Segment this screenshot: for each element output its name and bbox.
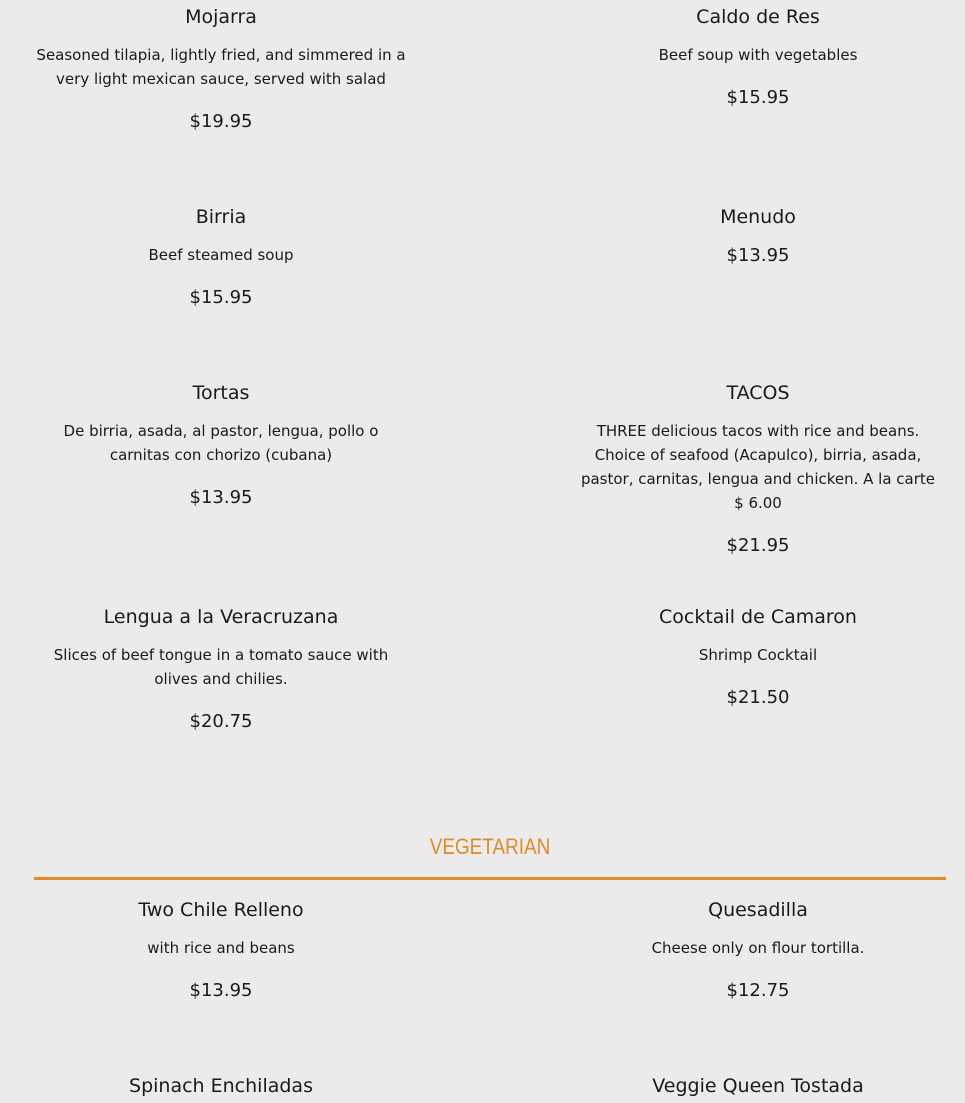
menu-item-spinach-enchiladas: [29, 1074, 413, 1098]
item-name: Two Chile Relleno: [138, 899, 304, 921]
menu-item-mojarra: [29, 5, 413, 134]
item-description: Slices of beef tongue in a tomato sauce with olives and chilies.: [53, 646, 389, 688]
menu-item-birria: [29, 205, 413, 310]
item-name: Caldo de Res: [696, 6, 820, 28]
item-description: De birria, asada, al pastor, lengua, pollo o carnitas con chorizo (cubana): [63, 422, 379, 464]
menu-item-tacos: [566, 381, 950, 558]
section-divider: [34, 877, 946, 880]
item-description: Beef steamed soup: [148, 246, 294, 264]
item-price: $15.95: [726, 87, 790, 108]
item-name: Tortas: [192, 382, 250, 404]
item-description: Shrimp Cocktail: [698, 646, 818, 664]
item-price: $21.50: [726, 687, 790, 708]
item-description: Seasoned tilapia, lightly fried, and simmered in a very light mexican sauce, served with salad: [36, 46, 406, 88]
item-name: Quesadilla: [708, 899, 808, 921]
menu-item-cocktail-de-camaron: [566, 605, 950, 710]
item-description: with rice and beans: [147, 939, 295, 957]
item-name: Cocktail de Camaron: [659, 606, 857, 628]
item-name: Lengua a la Veracruzana: [103, 606, 339, 628]
item-price: $13.95: [726, 245, 790, 266]
item-name: Menudo: [720, 206, 796, 228]
menu-item-quesadilla: [566, 898, 950, 1003]
menu-item-caldo-de-res: [566, 5, 950, 110]
item-name: Veggie Queen Tostada: [652, 1075, 864, 1097]
item-name: Spinach Enchiladas: [129, 1075, 313, 1097]
item-description: Beef soup with vegetables: [658, 46, 858, 64]
menu-item-two-chile-relleno: [29, 898, 413, 1003]
item-name: Birria: [195, 206, 247, 228]
item-name: Mojarra: [185, 6, 257, 28]
section-heading-vegetarian: VEGETARIAN: [429, 834, 551, 859]
item-price: $19.95: [189, 111, 253, 132]
item-price: $13.95: [189, 980, 253, 1001]
item-price: $20.75: [189, 711, 253, 732]
menu-item-menudo: [566, 205, 950, 268]
item-description: Cheese only on flour tortilla.: [651, 939, 865, 957]
menu-item-tortas: [29, 381, 413, 510]
item-price: $15.95: [189, 287, 253, 308]
item-name: TACOS: [726, 382, 790, 404]
menu-item-veggie-queen-tostada: [566, 1074, 950, 1098]
item-description: THREE delicious tacos with rice and beans. Choice of seafood (Acapulco), birria, asada, pastor, carnitas, lengua and chicken. A la carte $ 6.00: [580, 422, 936, 512]
item-price: $12.75: [726, 980, 790, 1001]
item-price: $13.95: [189, 487, 253, 508]
menu-item-lengua-a-la-veracruzana: [29, 605, 413, 734]
item-price: $21.95: [726, 535, 790, 556]
